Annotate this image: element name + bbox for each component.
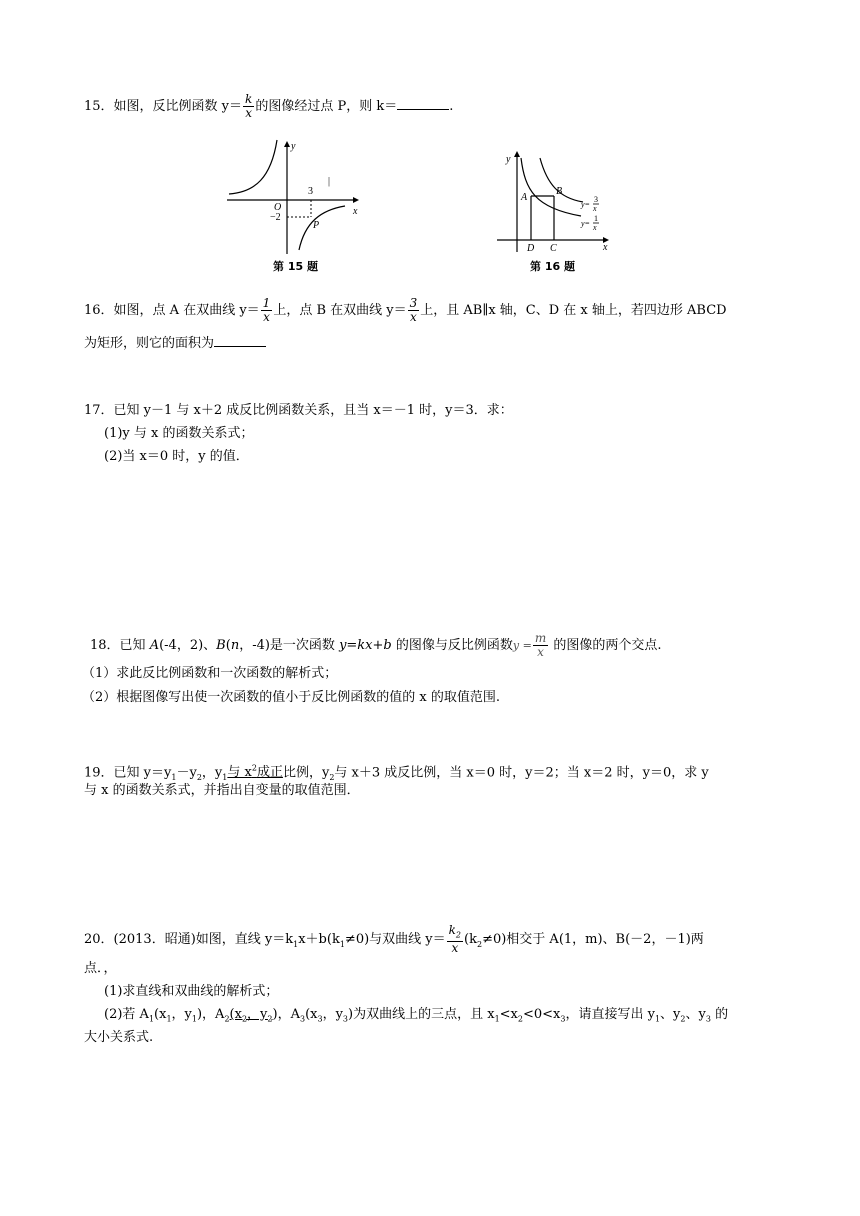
q18-stem: 18．已知 A(-4，2)、B(n，-4)是一次函数 y=kx+b 的图像与反比例函数y = $\frac{m}{x}$ 的图像的两个交点. xyxy=(90,631,662,659)
figure-16-caption: 第 16 题 xyxy=(530,260,575,273)
fig16-label-c: C xyxy=(550,243,557,254)
fig16-eq3-den: x xyxy=(593,204,597,213)
fig16-label-y: y xyxy=(506,154,511,165)
fig15-branch-upper-left xyxy=(229,140,277,194)
fig16-eq1-num: 1 xyxy=(594,214,598,223)
fig16-curve-1-over-x xyxy=(521,158,581,216)
figure-16-graph xyxy=(495,150,615,254)
fig15-branch-lower-right xyxy=(299,206,345,250)
figure-15 xyxy=(225,138,365,258)
q15-answer-blank[interactable] xyxy=(397,97,449,110)
q16-line-2: 为矩形，则它的面积为 xyxy=(84,334,266,353)
q20-line-1: 20．(2013．昭通)如图，直线 $y=k_1x+b(k_1\ne 0)$与双曲线 y＝ $\frac{k_2}{x}$ $(k_2\ne 0)$相交于 A(1，m)、B(－2，－1)两 xyxy=(84,923,704,956)
q20-part-2: (2)若 $A_1(x_1$，$y_1$)，$A_2(x_2$，$y_2$)，$A_3(x_3$，$y_3$)为双曲线上的三点，且 $x_1<x_2<0<x_3$，请直接写出 $y_1$、$y_2$、$y_3$ 的 xyxy=(104,1007,729,1024)
fig15-label-y: y xyxy=(291,141,296,152)
q15-suffix: 的图像经过点 P，则 k＝ xyxy=(255,99,398,114)
fig15-label-o: O xyxy=(274,202,282,213)
figure-16 xyxy=(495,150,615,254)
fig16-label-x: x xyxy=(603,242,608,253)
q16-fraction-1: $\frac{1}{x}$ xyxy=(262,296,271,324)
fig15-label-x: x xyxy=(353,206,358,217)
q20-part-1: (1)求直线和双曲线的解析式； xyxy=(104,984,279,999)
q20-fraction: $\frac{k_2}{x}$ xyxy=(448,923,462,956)
fig16-eq1-den: x xyxy=(593,223,597,232)
fig16-eq3-prefix: y= xyxy=(581,200,590,209)
q16-fraction-2: $\frac{3}{x}$ xyxy=(409,296,418,324)
figure-15-graph xyxy=(225,138,365,258)
fig16-eq1-prefix: y= xyxy=(581,219,590,228)
fig15-tick-mark: | xyxy=(328,176,331,187)
fig16-label-d: D xyxy=(527,243,535,254)
fig15-x-arrow xyxy=(353,197,359,203)
fig15-label-p: P xyxy=(313,220,320,231)
figure-15-caption: 第 15 题 xyxy=(273,260,318,273)
fig16-label-a: A xyxy=(521,192,528,203)
q18-part-2: （2）根据图像写出使一次函数的值小于反比例函数的值的 x 的取值范围. xyxy=(82,690,500,705)
fig15-label-3: 3 xyxy=(308,186,313,197)
q16-line-1: 16．如图，点 A 在双曲线 y＝ $\frac{1}{x}$ 上，点 B 在双曲线 y＝ $\frac{3}{x}$ 上，且 AB∥x 轴，C、D 在 x 轴上，若四边形 ABCD xyxy=(84,296,727,324)
q17-part-2: (2)当 x＝0 时，y 的值． xyxy=(104,449,249,464)
q18-fraction: $\frac{m}{x}$ xyxy=(534,631,547,659)
fig15-label-minus2: −2 xyxy=(270,212,281,223)
q19-line-1: 19．已知 $y=y_1-y_2$，$y_1$与 $x^2$成正比例，$y_2$与 x＋3 成反比例，当 x＝0 时，y＝2；当 x＝2 时，y＝0，求 y xyxy=(84,764,709,782)
q15-prefix: 15．如图，反比例函数 y＝ xyxy=(84,99,243,114)
q17-stem: 17．已知 y－1 与 x＋2 成反比例函数关系，且当 x＝－1 时，y＝3．求： xyxy=(84,403,513,418)
q15-line: 15．如图，反比例函数 y＝ $\frac{k}{x}$ 的图像经过点 P，则 k＝ . xyxy=(84,92,454,120)
fig16-eq3-num: 3 xyxy=(594,195,598,204)
q19-line-2: 与 x 的函数关系式，并指出自变量的取值范围． xyxy=(84,783,360,798)
fig16-label-b: B xyxy=(556,186,563,197)
q15-fraction: $\frac{k}{x}$ xyxy=(245,92,253,120)
q18-part-1: （1）求此反比例函数和一次函数的解析式； xyxy=(82,666,338,681)
q20-line-4: 大小关系式. xyxy=(84,1030,154,1045)
q20-line-2: 点．， xyxy=(84,961,117,976)
q16-answer-blank[interactable] xyxy=(214,334,266,347)
fig15-y-arrow xyxy=(284,141,290,147)
q17-part-1: (1)y 与 x 的函数关系式； xyxy=(104,426,254,441)
fig16-y-arrow xyxy=(514,151,520,157)
